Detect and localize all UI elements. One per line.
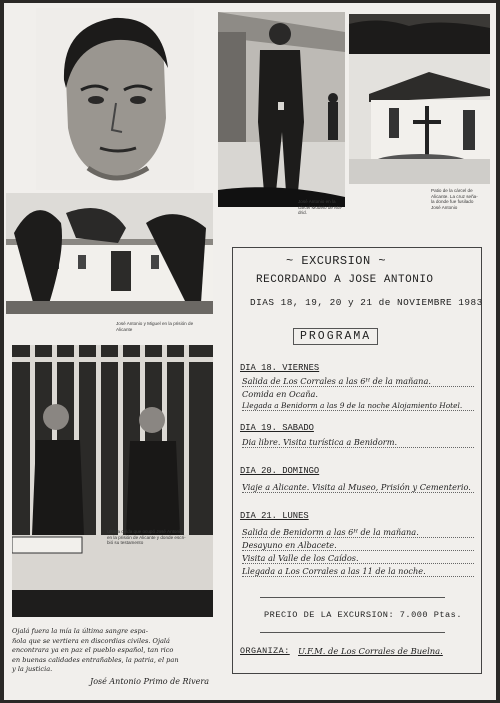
excursion-subtitle: RECORDANDO A JOSE ANTONIO (256, 274, 434, 286)
divider (260, 632, 445, 633)
day-21-line-1: Salida de Benidorm a las 6ᴴ de la mañana. (242, 527, 474, 538)
prison-building-photo (6, 193, 213, 314)
day-20-heading: DIA 20. DOMINGO (240, 466, 320, 476)
day-21-line-4: Llegada a Los Corrales a las 11 de la noche. (242, 566, 474, 577)
standing-man-photo (218, 12, 345, 207)
organiza-label: ORGANIZA: (240, 646, 290, 656)
cell-photo-caption: Ultima celda que ocupó José Antonio en la prisión de Alicante y donde escri- bió su testamento (107, 529, 186, 546)
day-21-heading: DIA 21. LUNES (240, 511, 309, 521)
divider (260, 597, 445, 598)
day-19-heading: DIA 19. SABADO (240, 423, 314, 433)
day-19-line-1: Dia libre. Visita turística a Benidorm. (242, 437, 474, 448)
prison-cell-photo (12, 345, 213, 617)
day-18-line-3: Llegada a Benidorm a las 9 de la noche Alojamiento Hotel. (242, 401, 474, 411)
courtyard-cross-photo (349, 14, 490, 184)
courtyard-photo-caption: Patio de la cárcel de Alicante. La cruz seña- la donde fue fusilado José Antonio (431, 188, 478, 210)
standing-photo-caption: José Antonio en la cárcel Modelo de Ma- drid. (298, 199, 343, 216)
day-20-line-1: Viaje a Alicante. Visita al Museo, Prisión y Cementerio. (242, 482, 474, 493)
signature: José Antonio Primo de Rivera (90, 677, 209, 686)
excursion-dates: DIAS 18, 19, 20 y 21 de NOVIEMBRE 1983 (250, 297, 483, 308)
portrait-photo (36, 8, 194, 190)
day-18-line-1: Salida de Los Corrales a las 6ᴴ de la mañana. (242, 376, 474, 387)
program-heading: PROGRAMA (293, 328, 378, 345)
day-21-line-3: Visita al Valle de los Caídos. (242, 553, 474, 564)
handwritten-quote: Ojalá fuera la mía la última sangre espa- ñola que se vertiera en discordias civiles. Ojalá encontrara ya en paz el pueblo español, tan rico en buenas calidades entrañables, la patria, el pan y la justicia. (12, 627, 179, 674)
day-18-heading: DIA 18. VIERNES (240, 363, 320, 373)
day-18-line-2: Comida en Ocaña. (242, 389, 318, 399)
excursion-title: ~ EXCURSION ~ (286, 254, 387, 268)
prison-building-caption: José Antonio y Miguel en la prisión de Alicante (116, 321, 194, 332)
organiza-value: U.F.M. de Los Corrales de Buelna. (298, 646, 443, 656)
day-21-line-2: Desayuno en Albacete. (242, 540, 474, 551)
price-text: PRECIO DE LA EXCURSION: 7.000 Ptas. (264, 610, 462, 620)
